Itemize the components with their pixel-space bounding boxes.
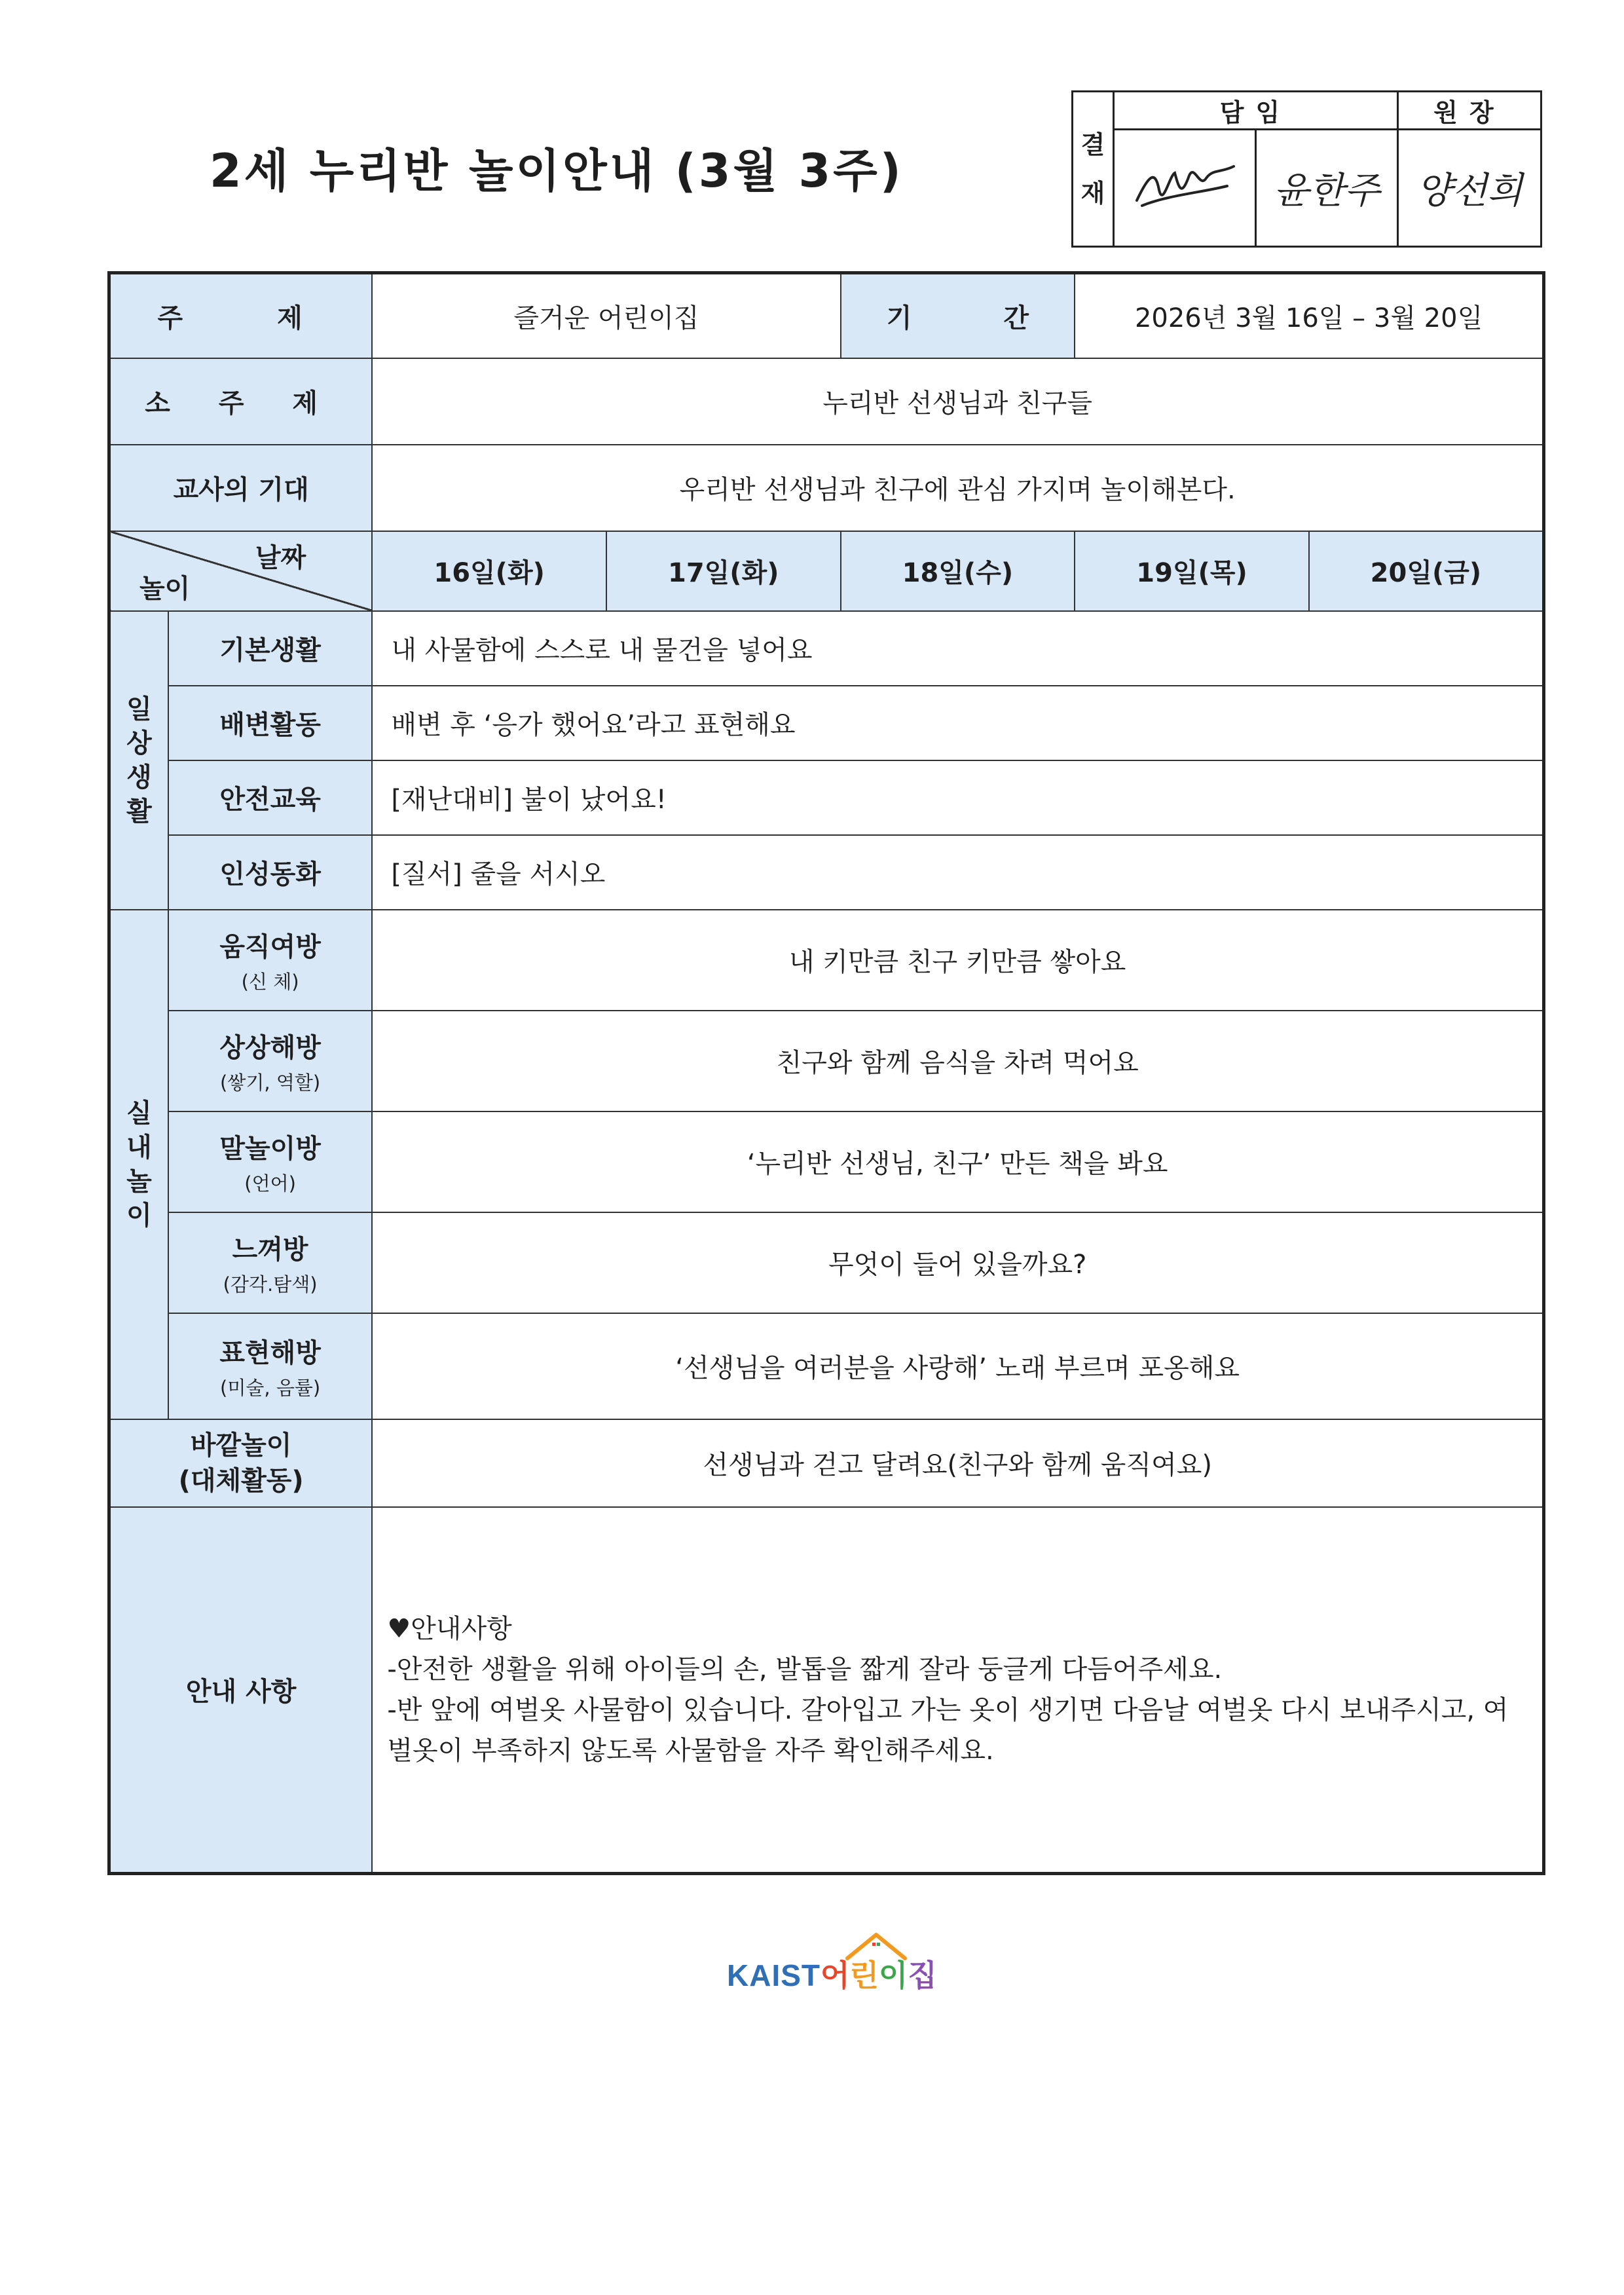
signature-assistant xyxy=(1114,130,1256,247)
approval-director-header: 원장 xyxy=(1398,92,1541,130)
logo-name-char: 집 xyxy=(908,1958,937,1993)
daily-value-basic: 내 사물함에 스스로 내 물건을 넣어요 xyxy=(372,611,1543,686)
page-title: 2세 누리반 놀이안내 (3월 3주) xyxy=(210,144,904,198)
indoor-row xyxy=(109,1011,1544,1111)
house-roof-icon xyxy=(843,1930,909,1962)
indoor-label-imagination xyxy=(168,1011,372,1111)
subtheme-row xyxy=(109,358,1544,445)
subtheme-value: 누리반 선생님과 친구들 xyxy=(372,358,1543,445)
indoor-label-movement-main: 움직여방 xyxy=(219,931,321,962)
day-header-1: 16일(화) xyxy=(372,531,606,611)
period-label: 기 간 xyxy=(841,273,1075,358)
indoor-label-language-sub: (언어) xyxy=(244,1172,296,1195)
day-header-5: 20일(금) xyxy=(1309,531,1544,611)
daily-row xyxy=(109,835,1544,910)
corner-date-label: 날짜 xyxy=(255,542,306,573)
approval-box xyxy=(1071,90,1542,248)
theme-label: 주 제 xyxy=(109,273,373,358)
daily-label-toilet: 배변활동 xyxy=(168,686,372,760)
notice-content xyxy=(372,1507,1543,1874)
signature-homeroom xyxy=(1256,130,1398,247)
daily-label-basic: 기본생활 xyxy=(168,611,372,686)
indoor-label-language-main: 말놀이방 xyxy=(219,1133,321,1164)
indoor-value-imagination: 친구와 함께 음식을 차려 먹어요 xyxy=(372,1011,1543,1111)
daily-group-char-3: 생 xyxy=(126,762,152,793)
period-value: 2026년 3월 16일 – 3월 20일 xyxy=(1075,273,1543,358)
logo-name-char: 린 xyxy=(849,1958,879,1993)
outdoor-label-line2: (대체활동) xyxy=(178,1465,304,1496)
expectation-label: 교사의 기대 xyxy=(109,445,373,531)
daily-group-char-2: 상 xyxy=(126,728,152,758)
approval-homeroom-header: 담임 xyxy=(1114,92,1398,130)
notice-label: 안내 사항 xyxy=(109,1507,373,1874)
indoor-group-char-4: 이 xyxy=(126,1200,152,1231)
corner-play-label: 놀이 xyxy=(139,573,191,604)
indoor-row xyxy=(109,910,1544,1011)
indoor-label-sensory xyxy=(168,1212,372,1313)
notice-line-2: -반 앞에 여벌옷 사물함이 있습니다. 갈아입고 가는 옷이 생기면 다음날 여벌옷 다시 보내주시고, 여벌옷이 부족하지 않도록 사물함을 자주 확인해주세요. xyxy=(387,1694,1509,1766)
indoor-value-sensory: 무엇이 들어 있을까요? xyxy=(372,1212,1543,1313)
indoor-label-imagination-sub: (쌓기, 역할) xyxy=(220,1071,321,1094)
indoor-row xyxy=(109,1111,1544,1212)
signature-director xyxy=(1398,130,1541,247)
logo-name-char: 어 xyxy=(821,1958,850,1993)
signature-director-name: 양선희 xyxy=(1416,170,1523,212)
date-header-row xyxy=(109,531,1544,611)
day-header-4: 19일(목) xyxy=(1075,531,1309,611)
notice-heading-text: 안내사항 xyxy=(411,1613,512,1644)
logo-brand: KAIST xyxy=(727,1958,821,1992)
daily-value-story: [질서] 줄을 서시오 xyxy=(372,835,1543,910)
daily-label-safety: 안전교육 xyxy=(168,760,372,835)
expectation-row xyxy=(109,445,1544,531)
theme-row xyxy=(109,273,1544,358)
daily-label-story: 인성동화 xyxy=(168,835,372,910)
day-header-3: 18일(수) xyxy=(841,531,1075,611)
indoor-play-group-label xyxy=(109,910,168,1419)
daily-value-safety: [재난대비] 불이 났어요! xyxy=(372,760,1543,835)
indoor-label-expression-main: 표현해방 xyxy=(219,1337,321,1368)
indoor-label-imagination-main: 상상해방 xyxy=(219,1032,321,1063)
daily-group-char-1: 일 xyxy=(126,694,152,724)
weekly-plan-table xyxy=(107,271,1545,1875)
indoor-value-movement: 내 키만큼 친구 키만큼 쌓아요 xyxy=(372,910,1543,1011)
indoor-row xyxy=(109,1313,1544,1419)
expectation-value: 우리반 선생님과 친구에 관심 가지며 놀이해본다. xyxy=(372,445,1543,531)
heart-icon: ♥ xyxy=(387,1613,411,1644)
indoor-value-expression: ‘선생님을 여러분을 사랑해’ 노래 부르며 포옹해요 xyxy=(372,1313,1543,1419)
indoor-label-sensory-sub: (감각.탐색) xyxy=(223,1273,318,1296)
signature-scribble-icon xyxy=(1129,149,1240,221)
notice-line-1: -안전한 생활을 위해 아이들의 손, 발톱을 짧게 잘라 둥글게 다듬어주세요. xyxy=(387,1654,1223,1685)
indoor-label-movement-sub: (신 체) xyxy=(241,970,299,993)
daily-life-group-label xyxy=(109,611,168,910)
approval-side-label xyxy=(1073,92,1114,247)
outdoor-label xyxy=(109,1419,373,1507)
indoor-group-char-3: 놀 xyxy=(126,1166,152,1197)
logo-name xyxy=(821,1958,937,1993)
signature-homeroom-name: 윤한주 xyxy=(1273,170,1380,212)
day-header-2: 17일(화) xyxy=(606,531,841,611)
indoor-group-char-2: 내 xyxy=(126,1132,152,1163)
daily-row xyxy=(109,686,1544,760)
indoor-value-language: ‘누리반 선생님, 친구’ 만든 책을 봐요 xyxy=(372,1111,1543,1212)
notice-heading xyxy=(387,1609,1529,1649)
indoor-group-char-1: 실 xyxy=(126,1098,152,1129)
indoor-row xyxy=(109,1212,1544,1313)
approval-side-char-2: 재 xyxy=(1080,179,1105,208)
indoor-label-expression xyxy=(168,1313,372,1419)
daily-row xyxy=(109,760,1544,835)
date-play-corner xyxy=(109,531,373,611)
daily-value-toilet: 배변 후 ‘응가 했어요’라고 표현해요 xyxy=(372,686,1543,760)
indoor-label-sensory-main: 느껴방 xyxy=(232,1234,308,1265)
logo-name-char: 이 xyxy=(878,1958,908,1993)
outdoor-row xyxy=(109,1419,1544,1507)
approval-side-char-1: 결 xyxy=(1080,130,1105,159)
indoor-label-language xyxy=(168,1111,372,1212)
indoor-label-expression-sub: (미술, 음률) xyxy=(220,1376,321,1399)
daily-row xyxy=(109,611,1544,686)
subtheme-label: 소 주 제 xyxy=(109,358,373,445)
indoor-label-movement xyxy=(168,910,372,1011)
daily-group-char-4: 활 xyxy=(126,796,152,827)
outdoor-label-line1: 바깥놀이 xyxy=(190,1430,292,1461)
notice-row xyxy=(109,1507,1544,1874)
outdoor-value: 선생님과 걷고 달려요(친구와 함께 움직여요) xyxy=(372,1419,1543,1507)
theme-value: 즐거운 어린이집 xyxy=(372,273,840,358)
kaist-daycare-logo xyxy=(727,1952,937,1995)
